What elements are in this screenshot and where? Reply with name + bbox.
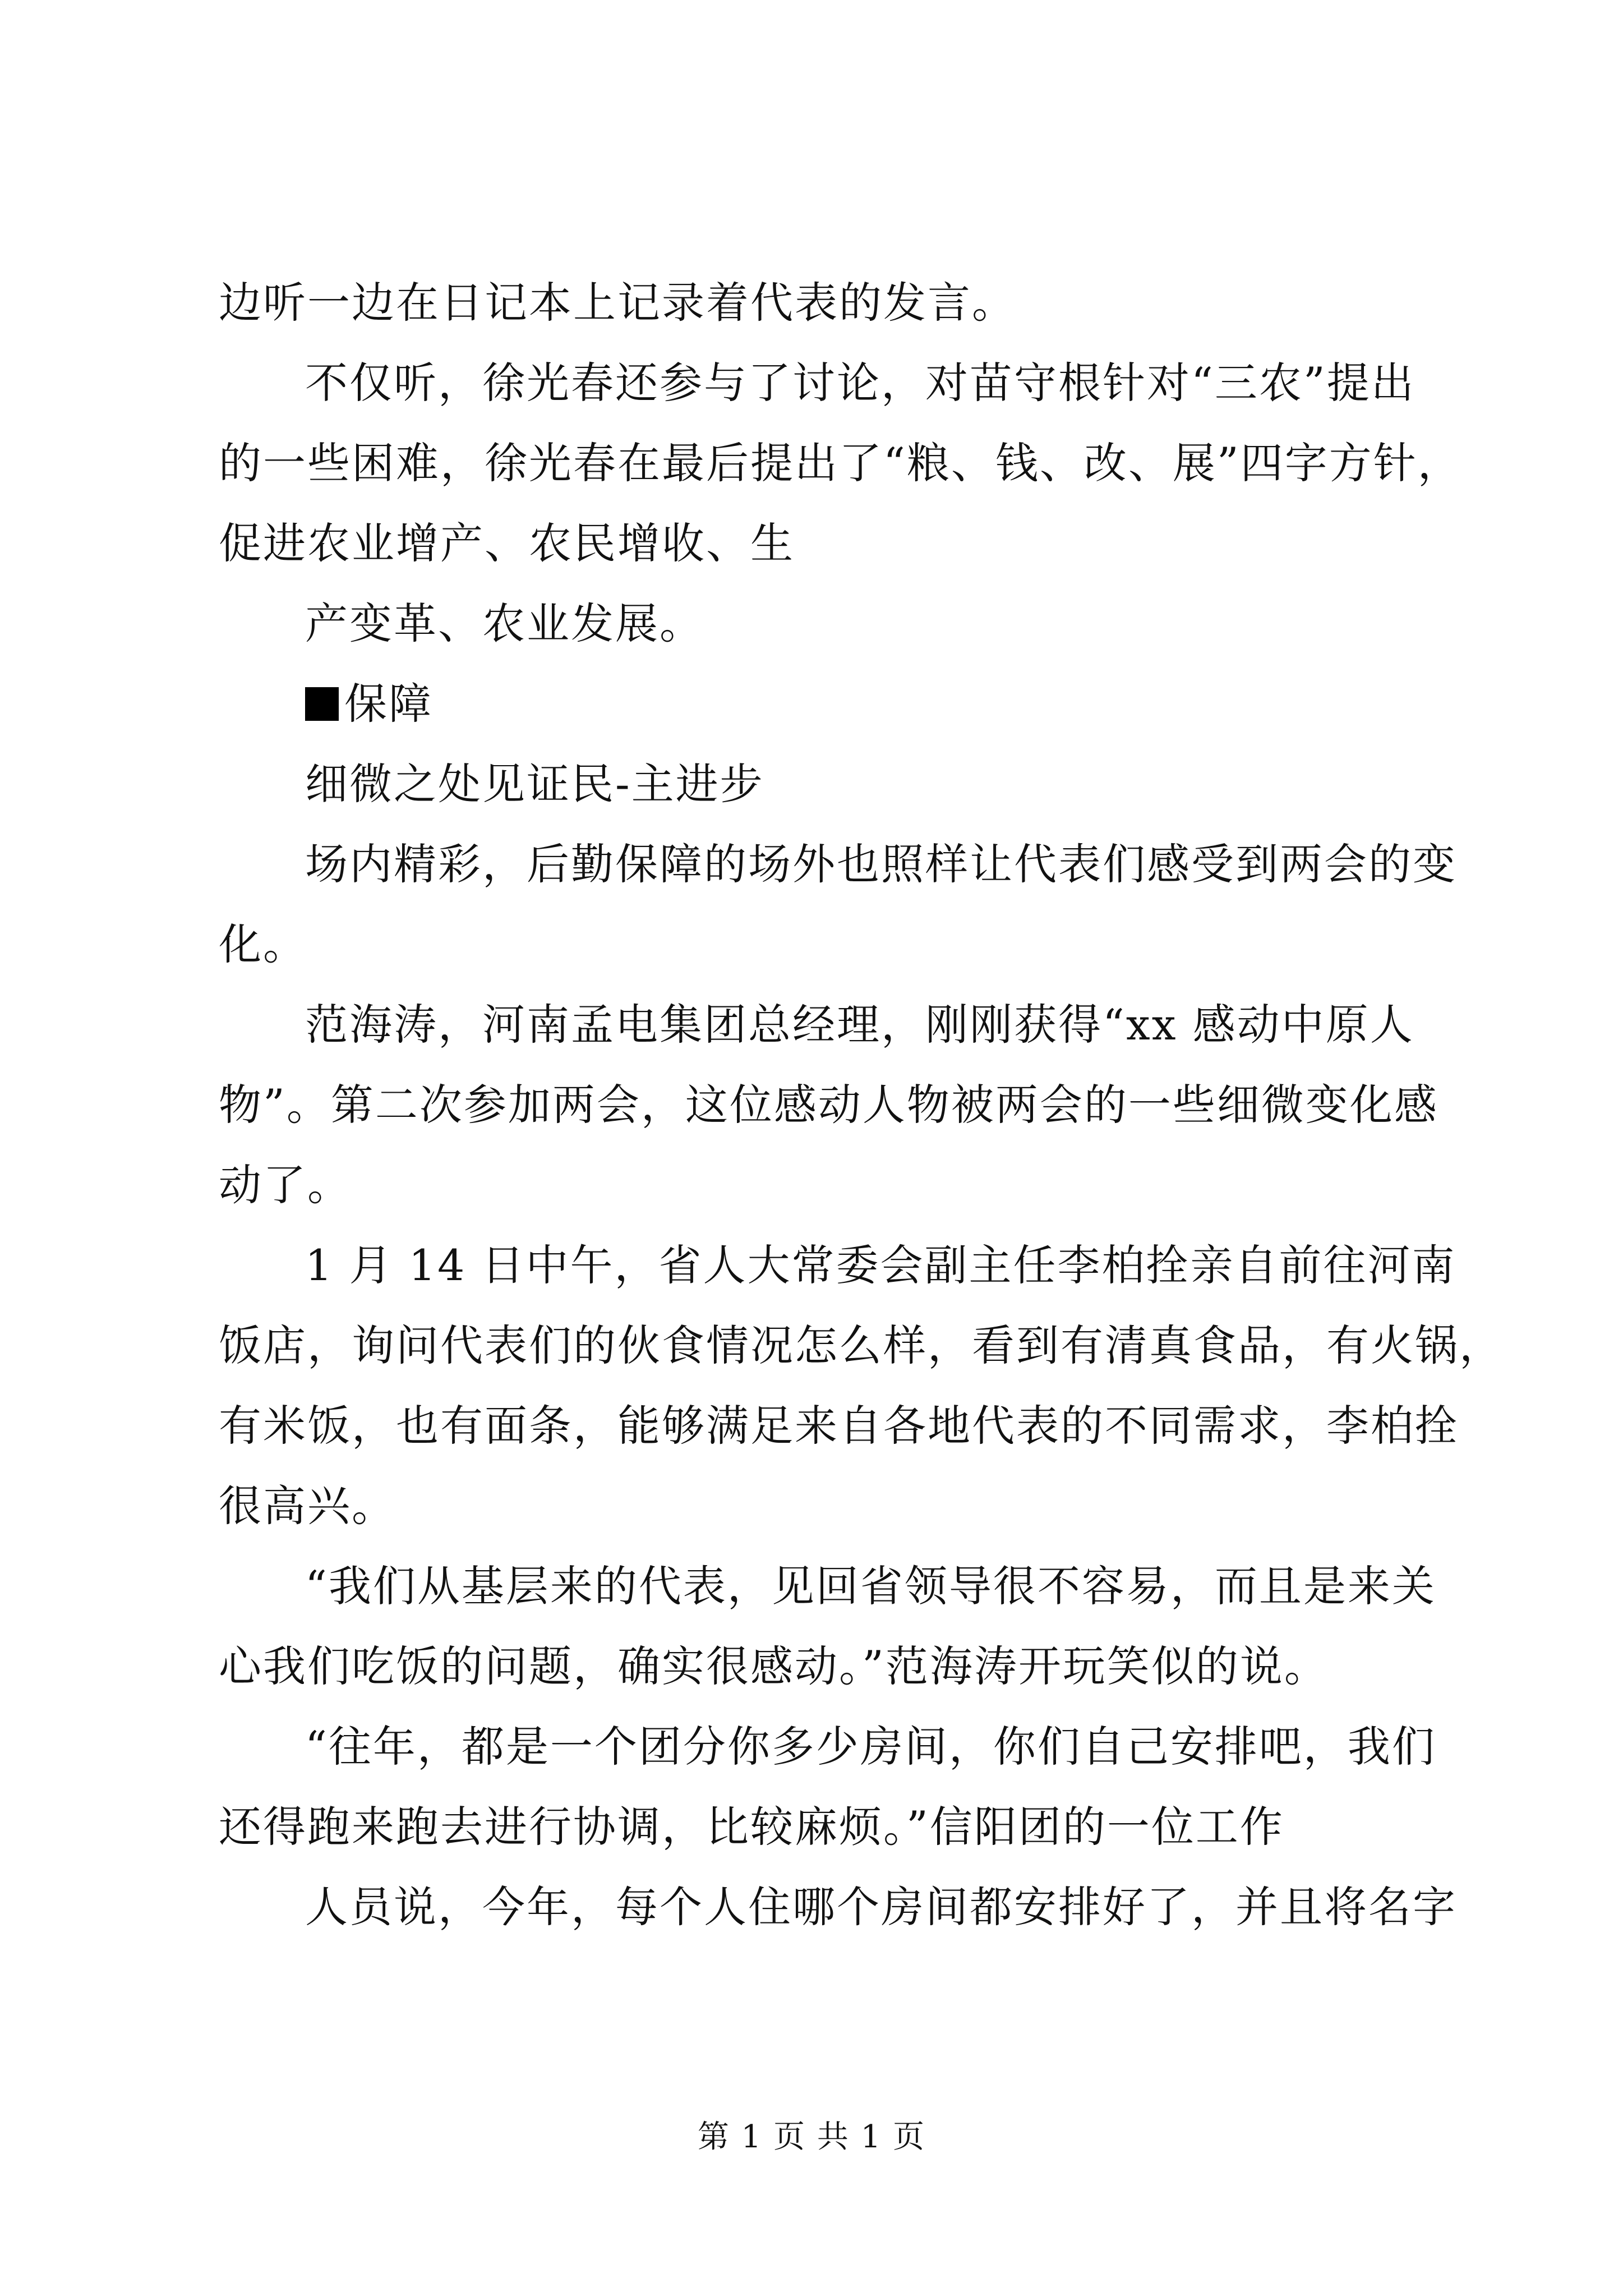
text-line: 饭店，询问代表们的伙食情况怎么样，看到有清真食品，有火锅， bbox=[219, 1320, 1504, 1370]
text-line: “我们从基层来的代表，见回省领导很不容易，而且是来关 bbox=[305, 1561, 1436, 1611]
text-line: 人员说，今年，每个人住哪个房间都安排好了，并且将名字 bbox=[305, 1882, 1457, 1932]
text-line: 动了。 bbox=[219, 1160, 352, 1210]
subheading: 细微之处见证民-主进步 bbox=[305, 759, 764, 809]
document-body bbox=[219, 263, 1504, 1947]
text-line: 心我们吃饭的问题，确实很感动。”范海涛开玩笑似的说。 bbox=[219, 1641, 1329, 1691]
text-line: 有米饭，也有面条，能够满足来自各地代表的不同需求，李柏拴 bbox=[219, 1401, 1459, 1451]
text-line: 1 月 14 日中午，省人大常委会副主任李柏拴亲自前往河南 bbox=[305, 1240, 1456, 1290]
section-heading bbox=[219, 664, 1424, 744]
text-line: 场内精彩，后勤保障的场外也照样让代表们感受到两会的变 bbox=[305, 839, 1457, 889]
text-line: 边听一边在日记本上记录着代表的发言。 bbox=[219, 278, 1016, 328]
page-footer: 第 1 页 共 1 页 bbox=[697, 2119, 926, 2155]
text-line: 产变革、农业发展。 bbox=[305, 599, 704, 648]
section-heading-label: 保障 bbox=[344, 679, 433, 729]
text-line: 还得跑来跑去进行协调，比较麻烦。”信阳团的一位工作 bbox=[219, 1802, 1284, 1852]
text-line: 物”。第二次参加两会，这位感动人物被两会的一些细微变化感 bbox=[219, 1080, 1438, 1130]
text-line: 化。 bbox=[219, 919, 307, 969]
black-square-icon bbox=[305, 687, 339, 721]
text-line: 很高兴。 bbox=[219, 1481, 396, 1531]
text-line: 不仅听，徐光春还参与了讨论，对苗守根针对“三农”提出 bbox=[305, 358, 1415, 408]
text-line: 促进农业增产、农民增收、生 bbox=[219, 518, 795, 568]
text-line: 的一些困难，徐光春在最后提出了“粮、钱、改、展”四字方针， bbox=[219, 438, 1462, 488]
text-line: “往年，都是一个团分你多少房间，你们自己安排吧，我们 bbox=[305, 1722, 1436, 1772]
text-line: 范海涛，河南孟电集团总经理，刚刚获得“xx 感动中原人 bbox=[305, 1000, 1414, 1050]
